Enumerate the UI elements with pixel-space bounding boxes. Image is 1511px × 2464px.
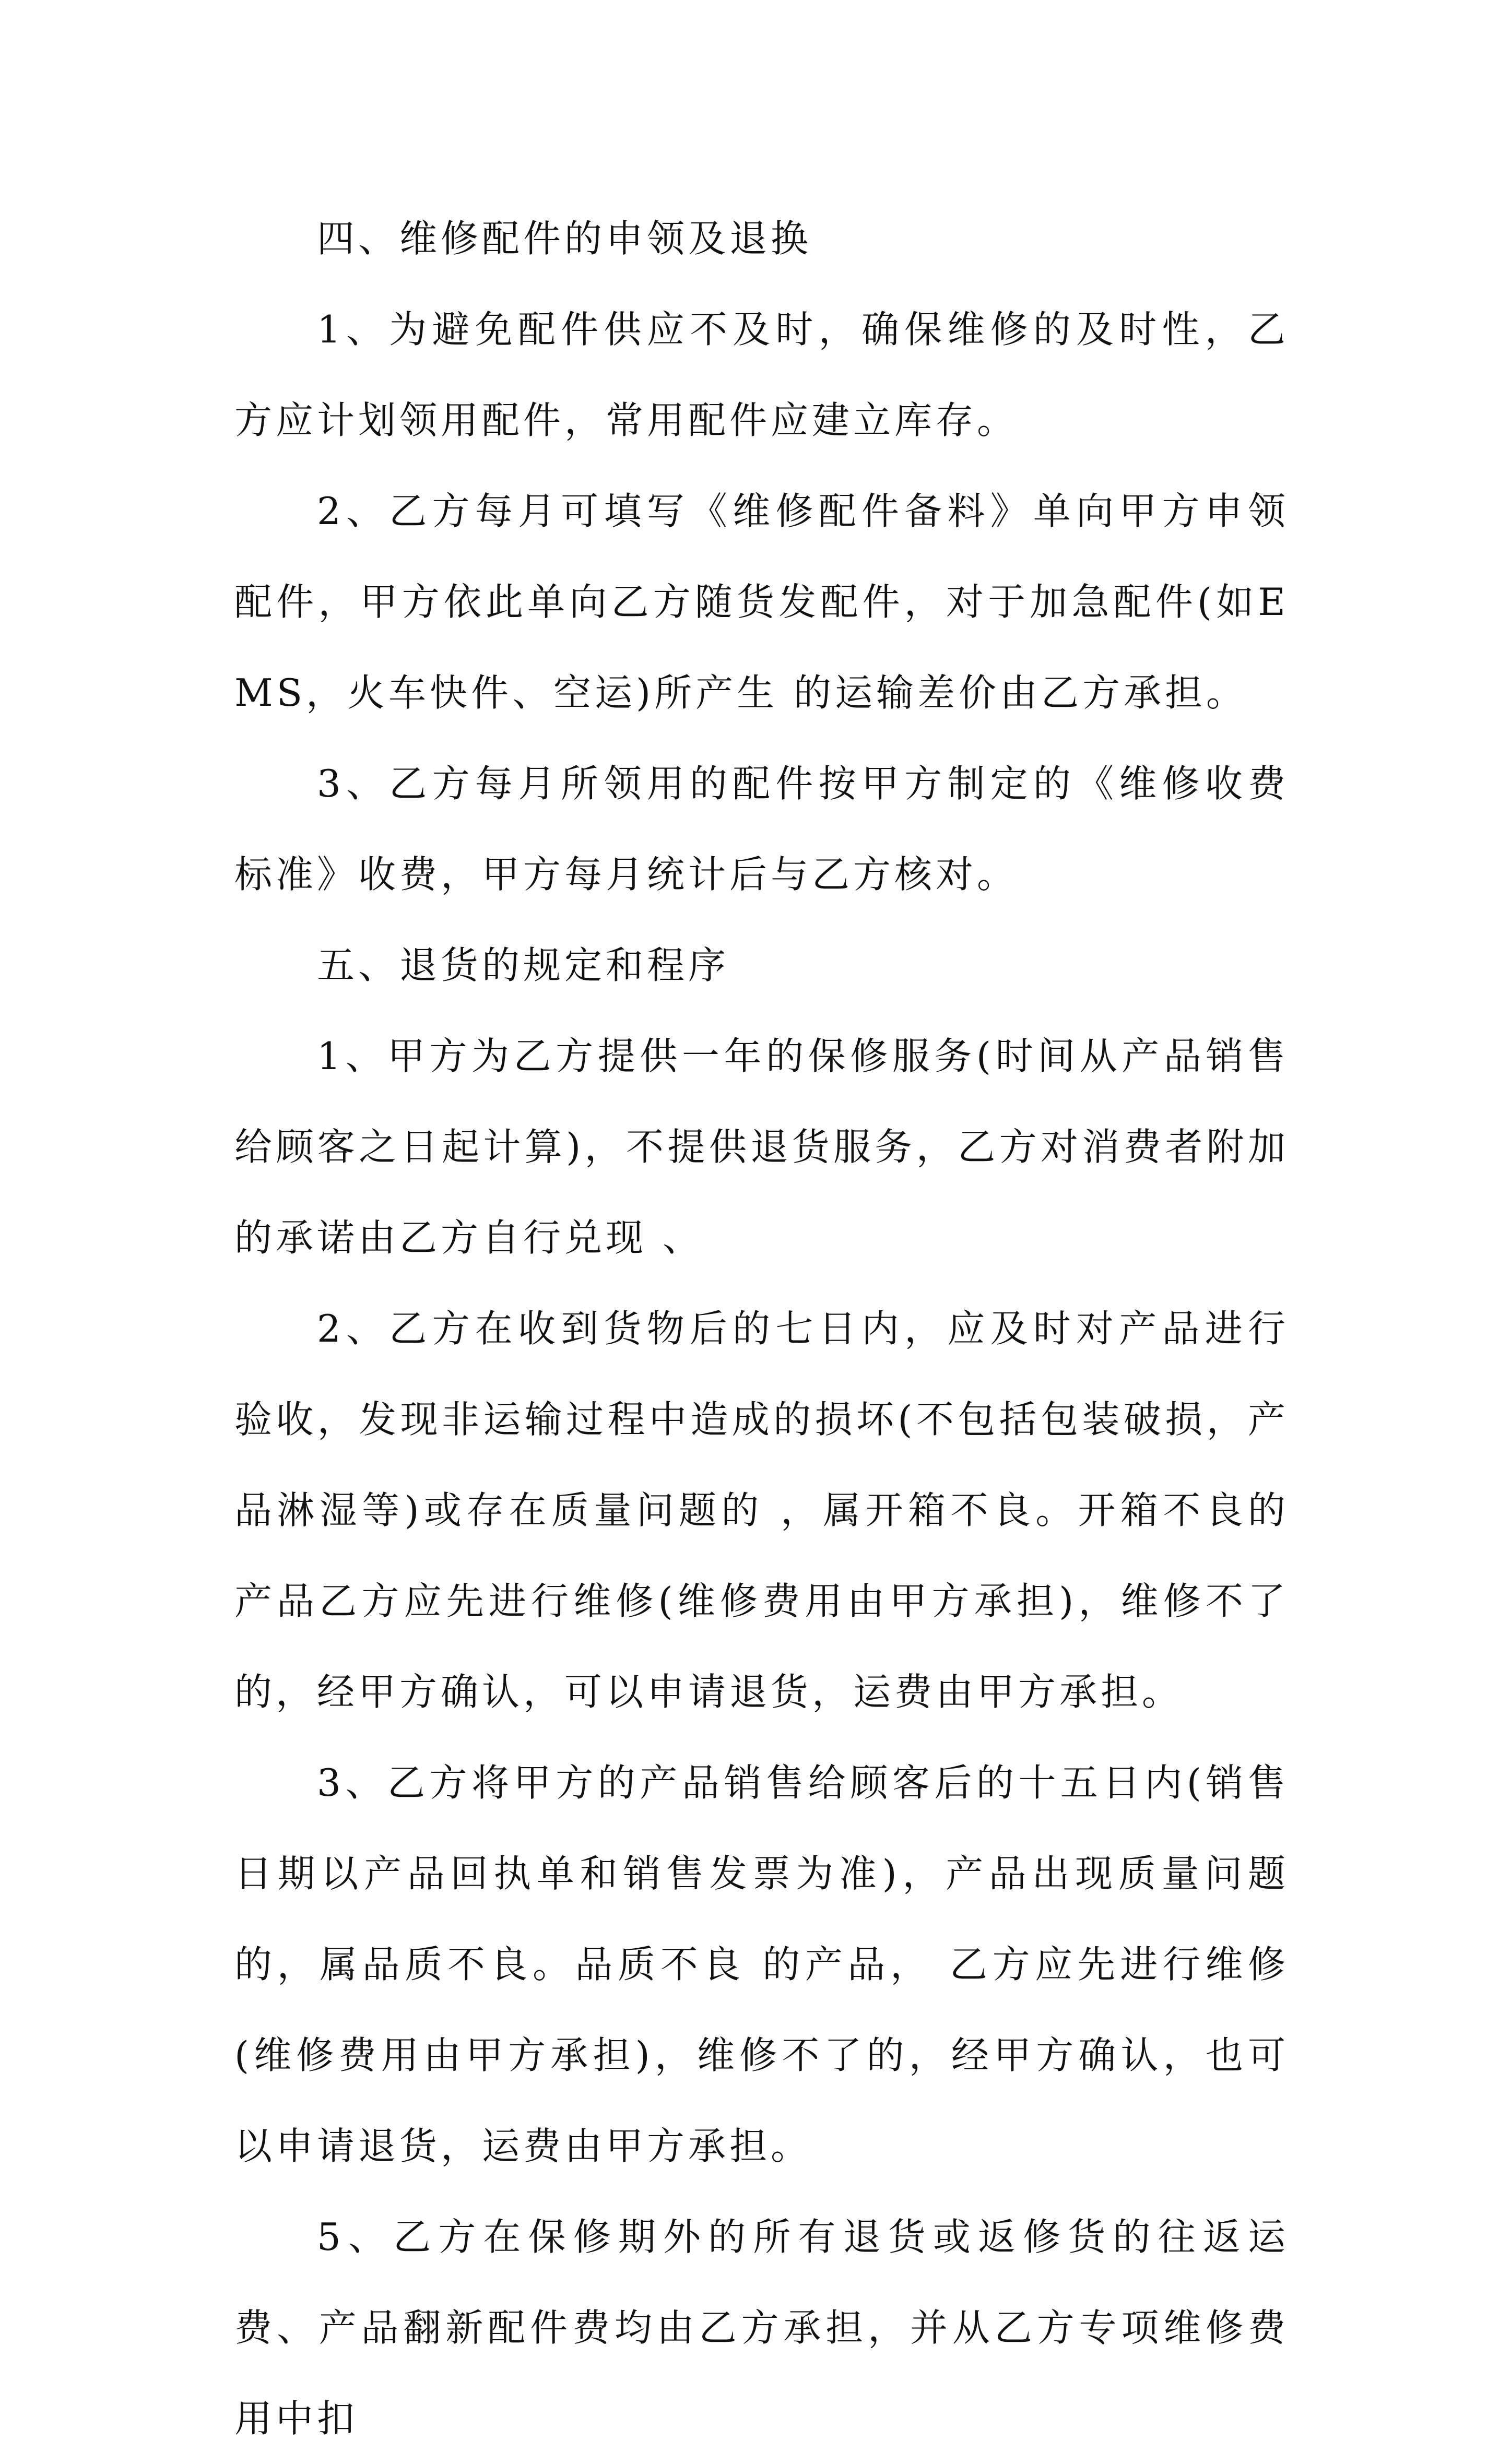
paragraph: 5、乙方在保修期外的所有退货或返修货的往返运费、产品翻新配件费均由乙方承担，并从乙方专项维修费用中扣: [234, 2215, 1289, 2441]
paragraph: 2、乙方每月可填写《维修配件备料》单向甲方申领配件，甲方依此单向乙方随货发配件，对于加急配件(如EMS，火车快件、空运)所产生 的运输差价由乙方承担。: [234, 489, 1289, 715]
paragraph: 3、乙方每月所领用的配件按甲方制定的《维修收费标准》收费，甲方每月统计后与乙方核对。: [234, 762, 1289, 896]
paragraph: 1、为避免配件供应不及时，确保维修的及时性，乙方应计划领用配件，常用配件应建立库存。: [234, 307, 1289, 442]
paragraph: 1、甲方为乙方提供一年的保修服务(时间从产品销售给顾客之日起计算)，不提供退货服务，乙方对消费者附加的承诺由乙方自行兑现 、: [234, 1034, 1289, 1260]
paragraph: 3、乙方将甲方的产品销售给顾客后的十五日内(销售日期以产品回执单和销售发票为准)，产品出现质量问题的，属品质不良。品质不良 的产品， 乙方应先进行维修(维修费用由甲方承担)，维修不了的，经甲方确认，也可以申请退货，运费由甲方承担。: [234, 1761, 1289, 2168]
paragraph: 2、乙方在收到货物后的七日内，应及时对产品进行验收，发现非运输过程中造成的损坏(不包括包装破损，产品淋湿等)或存在质量问题的 ，属开箱不良。开箱不良的产品乙方应先进行维修(维修费用由甲方承担)，维修不了的，经甲方确认，可以申请退货，运费由甲方承担。: [234, 1307, 1289, 1714]
document-body: [234, 193, 1289, 2464]
section-heading-4: 四、维修配件的申领及退换: [317, 217, 812, 260]
section-heading-5: 五、退货的规定和程序: [317, 943, 730, 987]
